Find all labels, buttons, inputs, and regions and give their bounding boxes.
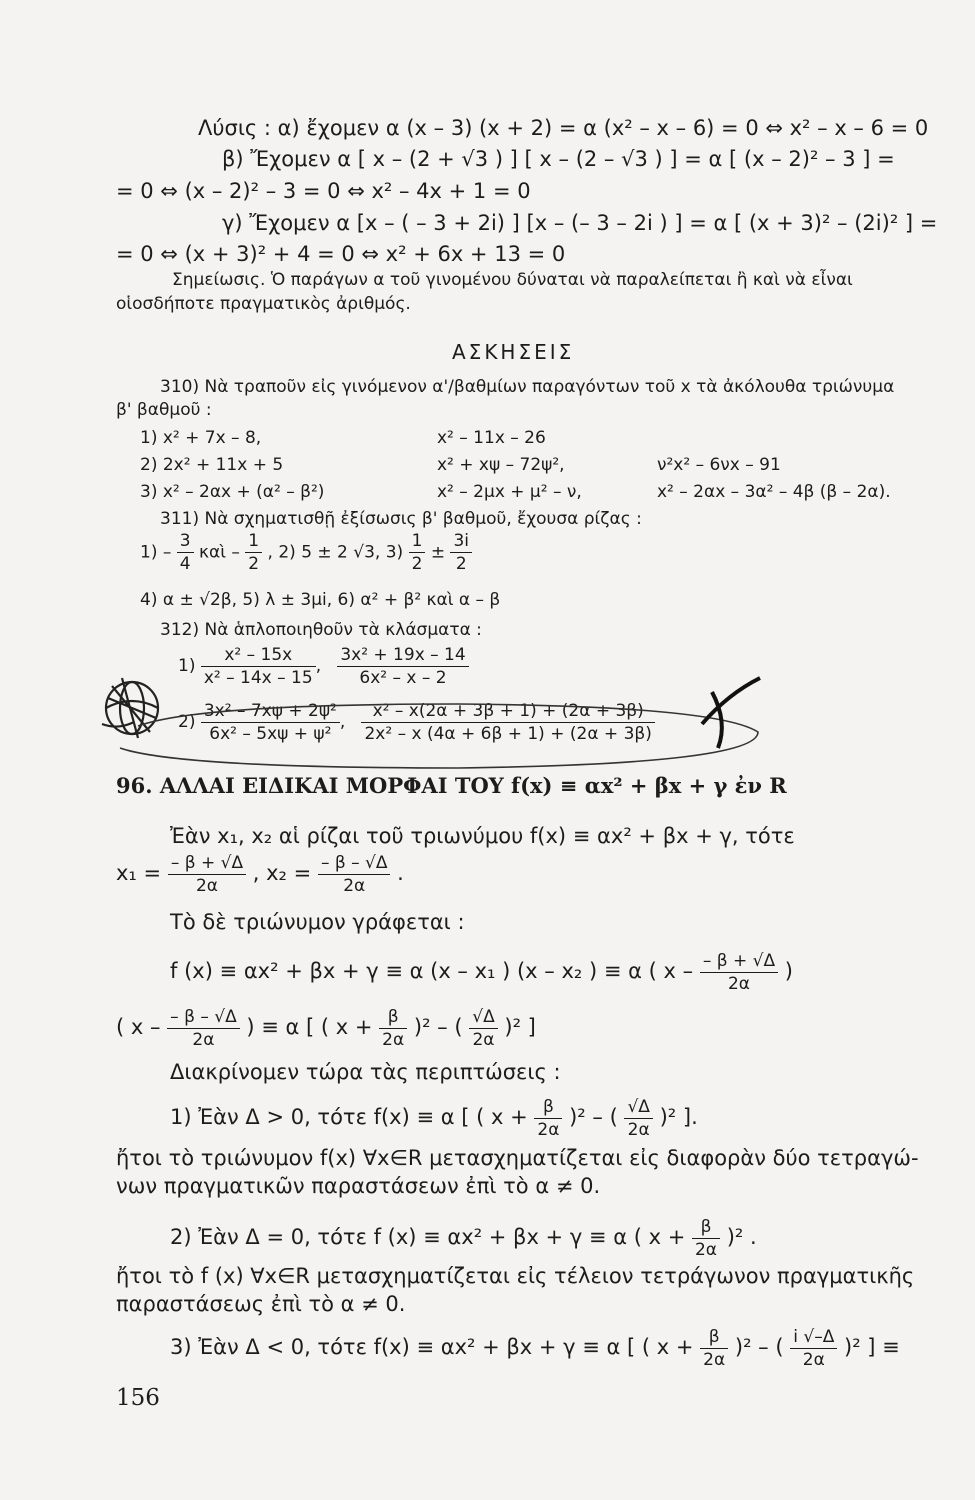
x2-frac: $\frac{- \beta - √\Delta}{2\alpha}$ <box>318 852 391 897</box>
ex312-2-frac1: $\frac{\text{3x² – 7xψ + 2ψ²}}{\text{6x² – 5xψ + ψ²}}$ <box>201 700 340 745</box>
ex311-line1 <box>140 530 472 575</box>
ex311-intro: 311) Νὰ σχηματισθῇ ἐξίσωσις β' βαθμοῦ, ἔχουσα ρίζας : <box>160 509 642 529</box>
f1-close: ) <box>784 959 793 983</box>
page-number: 156 <box>116 1385 160 1411</box>
factor-formula-1 <box>170 946 793 996</box>
c1-mid: )² – ( <box>569 1105 618 1129</box>
c3-mid: )² – ( <box>734 1335 784 1359</box>
solution-b-line1: β) Ἔχομεν α [ x – (2 + √3 ) ] [ x – (2 – √3 ) ] = α [ (x – 2)² – 3 ] = <box>222 147 895 171</box>
c2-end: )² . <box>726 1225 757 1249</box>
ex312-1-frac2: $\frac{\text{3x² + 19x – 14}}{\text{6x² – x – 2}}$ <box>337 644 468 689</box>
ex310-row1-col2: x² – 11x – 26 <box>437 428 546 448</box>
x1-label: x₁ = <box>116 861 162 885</box>
f1-frac: $\frac{- \beta + √\Delta}{2\alpha}$ <box>700 950 778 995</box>
ex311-l1-kai: καὶ – <box>199 542 240 563</box>
ex312-item2: 2) $\frac{\text{3x² – 7xψ + 2ψ²}}{\text{6x² – 5xψ + ψ²}}$ , $\frac{\text{x² – x(2α + 3β + 1) + (2α + 3β)}}{\text{2x² – x (4α + 6β + 1) + (2α + 3β)}}$ <box>178 698 655 746</box>
f1-text: f (x) ≡ αx² + βx + γ ≡ α (x – x₁ ) (x – x₂ ) ≡ α ( x – <box>170 959 694 983</box>
ex311-l1-b: , 2) 5 ± 2 √3, 3) <box>267 542 404 563</box>
f2-frac3: $\frac{√\Delta}{2\alpha}$ <box>469 1006 497 1051</box>
case-1-formula <box>170 1092 698 1142</box>
ex311-frac-3-4: $\frac{3}{4}$ <box>177 530 194 575</box>
solution-c-line1: γ) Ἔχομεν α [x – ( – 3 + 2i) ] [x – (– 3 – 2i ) ] = α [ (x + 3)² – (2i)² ] = <box>222 211 938 235</box>
factor-formula-2 <box>116 1002 536 1052</box>
ex310-intro-line2: β' βαθμοῦ : <box>116 400 212 420</box>
roots-formula: x₁ = $\frac{- \beta + √\Delta}{2\alpha}$ , x₂ = $\frac{- \beta - √\Delta}{2\alpha}$ . <box>116 852 404 896</box>
f2-open: ( x – <box>116 1015 161 1039</box>
solution-c-line2: = 0 ⇔ (x + 3)² + 4 = 0 ⇔ x² + 6x + 13 = 0 <box>116 242 566 266</box>
x1-frac: $\frac{- \beta + √\Delta}{2\alpha}$ <box>168 852 246 897</box>
ex311-l1-pm: ± <box>430 542 446 563</box>
ex311-frac-1-2b: $\frac{1}{2}$ <box>409 530 426 575</box>
ex312-intro: 312) Νὰ ἁπλοποιηθοῦν τὰ κλάσματα : <box>160 620 482 640</box>
ex311-frac-3i-2: $\frac{3i}{2}$ <box>450 530 472 575</box>
case-2-text-line1: ἤτοι τὸ f (x) ∀x∈R μετασχηματίζεται εἰς τέλειον τετράγωνον πραγματικῆς <box>116 1264 915 1288</box>
f2-mid: ) ≡ α [ ( x + <box>246 1015 373 1039</box>
f2-mid2: )² – ( <box>413 1015 463 1039</box>
ex312-1-frac1: $\frac{\text{x² – 15x}}{\text{x² – 14x – 15}}$ <box>201 644 316 689</box>
ex312-2-label: 2) <box>178 712 196 732</box>
scribble-ball-mark <box>102 678 158 738</box>
c3-text: 3) Ἐὰν Δ < 0, τότε f(x) ≡ αx² + βx + γ ≡ α [ ( x + <box>170 1335 694 1359</box>
case-3-formula <box>170 1322 900 1372</box>
f2-end: )² ] <box>504 1015 536 1039</box>
f2-frac1: $\frac{- \beta - √\Delta}{2\alpha}$ <box>167 1006 240 1051</box>
ex310-row3-col2: x² – 2μx + μ² – ν, <box>437 482 582 502</box>
solution-b-line2: = 0 ⇔ (x – 2)² – 3 = 0 ⇔ x² – 4x + 1 = 0 <box>116 179 531 203</box>
c1-frac2: $\frac{√\Delta}{2\alpha}$ <box>624 1096 652 1141</box>
x2-label: , x₂ = <box>252 861 312 885</box>
ex310-row1-col1: 1) x² + 7x – 8, <box>140 428 262 448</box>
exercises-heading: ΑΣΚΗΣΕΙΣ <box>452 340 575 364</box>
solution-a: Λύσις : α) ἔχομεν α (x – 3) (x + 2) = α (x² – x – 6) = 0 ⇔ x² – x – 6 = 0 <box>198 116 929 140</box>
section-96-p2: Τὸ δὲ τριώνυμον γράφεται : <box>170 910 465 934</box>
case-1-text-line2: νων πραγματικῶν παραστάσεων ἐπὶ τὸ α ≠ 0. <box>116 1174 601 1198</box>
f2-frac2: $\frac{\beta}{2\alpha}$ <box>379 1006 407 1051</box>
ex310-row2-col1: 2) 2x² + 11x + 5 <box>140 455 284 475</box>
c1-frac1: $\frac{\beta}{2\alpha}$ <box>534 1096 562 1141</box>
ex311-l1-a: 1) – <box>140 542 172 563</box>
ex310-row3-col3: x² – 2αx – 3α² – 4β (β – 2α). <box>657 482 891 502</box>
cross-mark <box>702 678 760 748</box>
ex310-row2-col3: ν²x² – 6νx – 91 <box>657 455 781 475</box>
ex312-1-label: 1) <box>178 656 196 676</box>
section-96-title: 96. ΑΛΛΑΙ ΕΙΔΙΚΑΙ ΜΟΡΦΑΙ ΤΟΥ f(x) ≡ αx² + βx + γ ἐν R <box>116 773 787 798</box>
case-2-formula <box>170 1212 757 1262</box>
c3-frac2: $\frac{i √-\Delta}{2\alpha}$ <box>790 1326 837 1371</box>
section-96-p3: Διακρίνομεν τώρα τὰς περιπτώσεις : <box>170 1060 561 1084</box>
ex311-line2: 4) α ± √2β, 5) λ ± 3μi, 6) α² + β² καὶ α – β <box>140 590 501 610</box>
section-96-p1: Ἐὰν x₁, x₂ αἱ ρίζαι τοῦ τριωνύμου f(x) ≡ αx² + βx + γ, τότε <box>170 824 795 848</box>
ex310-row2-col2: x² + xψ – 72ψ², <box>437 455 565 475</box>
ex310-intro-line1: 310) Νὰ τραποῦν εἰς γινόμενον α'/βαθμίων παραγόντων τοῦ x τὰ ἀκόλουθα τριώνυμα <box>160 377 895 397</box>
c3-frac1: $\frac{\beta}{2\alpha}$ <box>700 1326 728 1371</box>
ex310-row3-col1: 3) x² – 2αx + (α² – β²) <box>140 482 325 502</box>
ex311-frac-1-2: $\frac{1}{2}$ <box>245 530 262 575</box>
case-2-text-line2: παραστάσεως ἐπὶ τὸ α ≠ 0. <box>116 1292 406 1316</box>
c2-text: 2) Ἐὰν Δ = 0, τότε f (x) ≡ αx² + βx + γ ≡ α ( x + <box>170 1225 686 1249</box>
c1-text: 1) Ἐὰν Δ > 0, τότε f(x) ≡ α [ ( x + <box>170 1105 528 1129</box>
ex312-item1: 1) $\frac{\text{x² – 15x}}{\text{x² – 14x – 15}}$ , $\frac{\text{3x² + 19x – 14}}{\text{6x² – x – 2}}$ <box>178 642 469 690</box>
note-line1: Σημείωσις. Ὁ παράγων α τοῦ γινομένου δύναται νὰ παραλείπεται ἢ καὶ νὰ εἶναι <box>172 270 853 290</box>
ex312-2-frac2: $\frac{\text{x² – x(2α + 3β + 1) + (2α + 3β)}}{\text{2x² – x (4α + 6β + 1) + (2α + 3β)}}$ <box>361 700 654 745</box>
c3-end: )² ] ≡ <box>844 1335 900 1359</box>
c2-frac: $\frac{\beta}{2\alpha}$ <box>692 1216 720 1261</box>
c1-end: )² ]. <box>659 1105 698 1129</box>
handwritten-marks <box>98 664 778 776</box>
ellipse-loop-mark <box>120 704 758 768</box>
case-1-text-line1: ἤτοι τὸ τριώνυμον f(x) ∀x∈R μετασχηματίζεται εἰς διαφορὰν δύο τετραγώ- <box>116 1146 919 1170</box>
note-line2: οἱοσδήποτε πραγματικὸς ἀριθμός. <box>116 294 411 314</box>
